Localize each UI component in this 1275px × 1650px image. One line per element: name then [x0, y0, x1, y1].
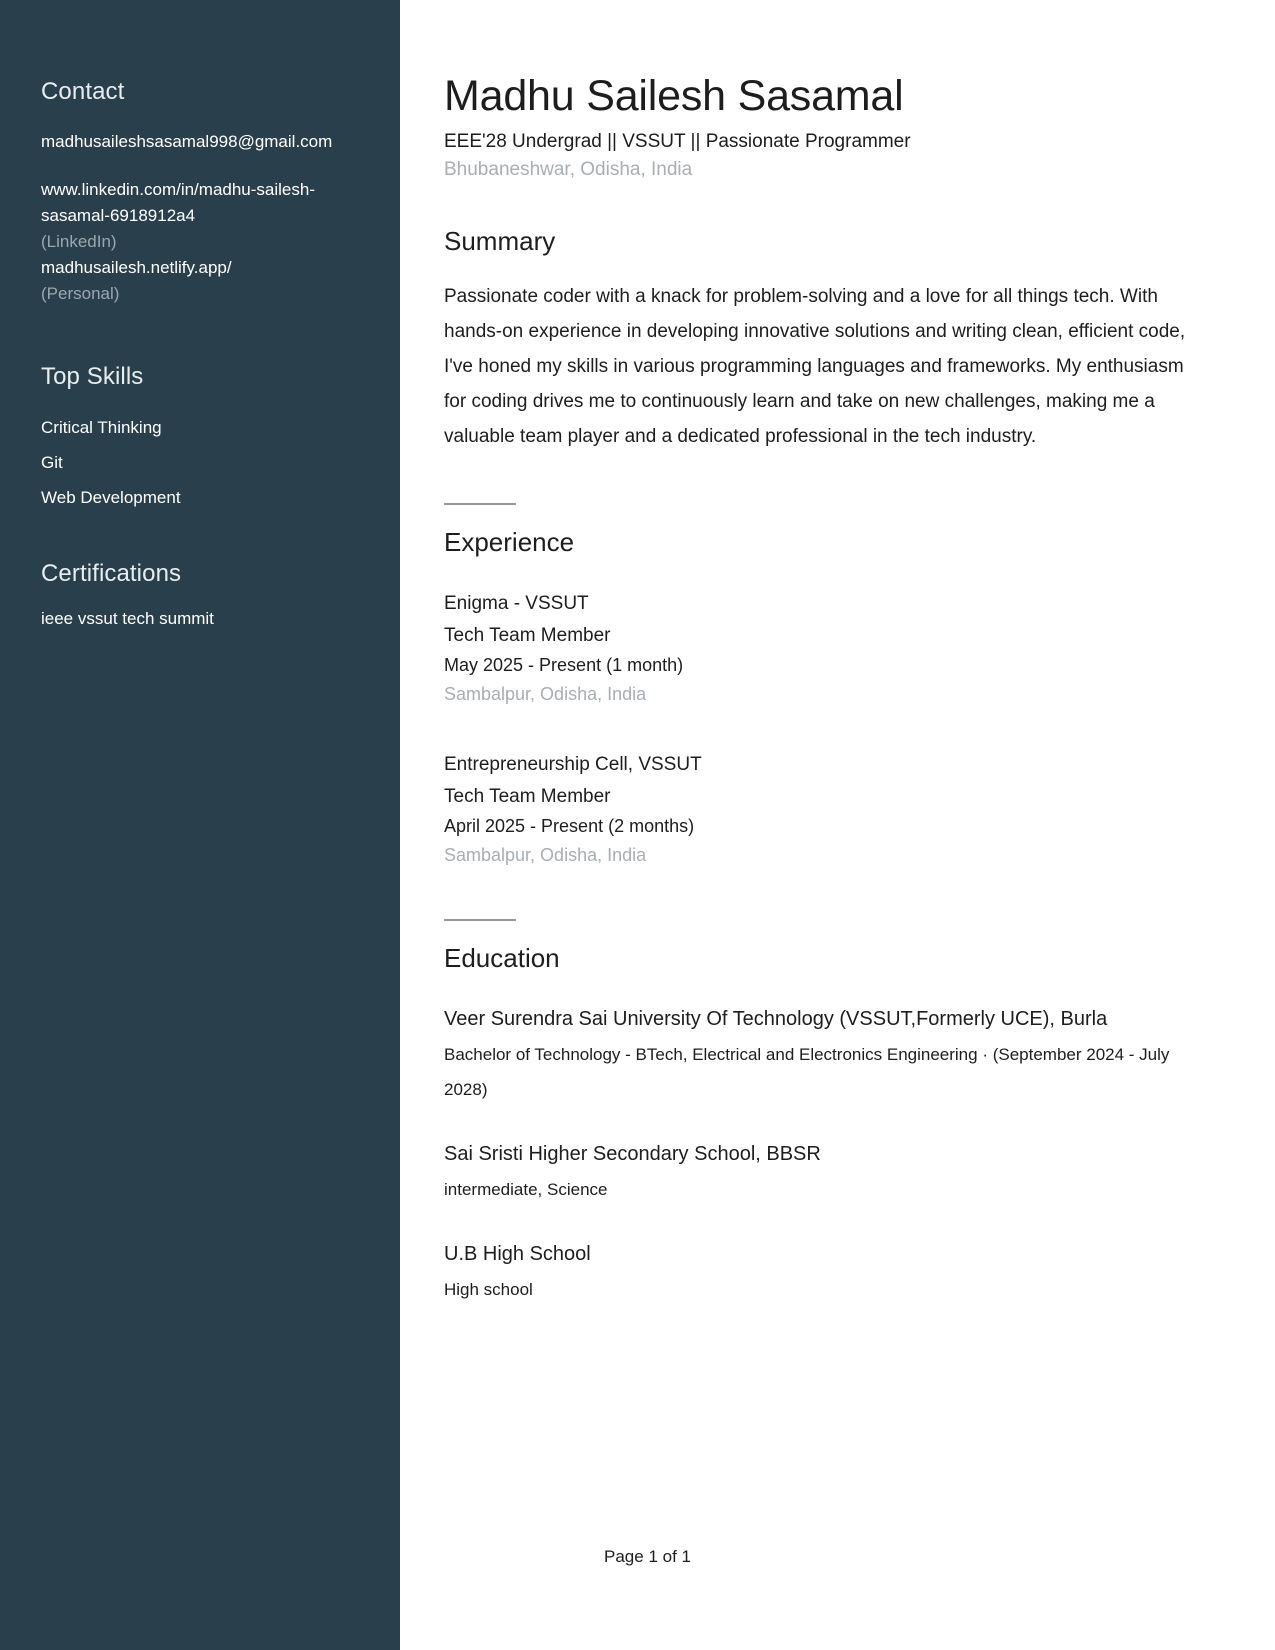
- contact-section: [41, 78, 355, 307]
- contact-personal-url[interactable]: madhusailesh.netlify.app/: [41, 257, 232, 277]
- education-entry: [444, 1002, 1190, 1107]
- experience-section: [444, 503, 1190, 870]
- summary-heading: Summary: [444, 225, 556, 256]
- contact-linkedin-url[interactable]: www.linkedin.com/in/madhu-sailesh-sasamal-6918912a4: [41, 179, 316, 225]
- experience-dates: May 2025 - Present (1 month): [444, 654, 684, 675]
- education-school: Veer Surendra Sai University Of Technology (VSSUT,Formerly UCE), Burla: [444, 1008, 1108, 1031]
- education-school: Sai Sristi Higher Secondary School, BBSR: [444, 1143, 821, 1166]
- skill-item: Critical Thinking: [41, 417, 162, 437]
- page-title: Madhu Sailesh Sasamal: [444, 72, 904, 120]
- experience-organization: Entrepreneurship Cell, VSSUT: [444, 753, 702, 775]
- experience-location: Sambalpur, Odisha, India: [444, 683, 647, 704]
- skill-item: Web Development: [41, 487, 181, 507]
- contact-email-block: [41, 129, 355, 155]
- contact-email[interactable]: madhusaileshsasamal998@gmail.com: [41, 131, 333, 151]
- sidebar: [0, 0, 400, 1650]
- certification-item: ieee vssut tech summit: [41, 609, 214, 629]
- contact-personal-label: (Personal): [41, 283, 120, 303]
- education-section: [444, 919, 1190, 1307]
- experience-dates: April 2025 - Present (2 months): [444, 815, 695, 836]
- experience-role: Tech Team Member: [444, 624, 611, 646]
- education-degree: High school: [444, 1280, 533, 1300]
- experience-heading: Experience: [444, 526, 575, 557]
- page-footer: [0, 1547, 1275, 1567]
- experience-location: Sambalpur, Odisha, India: [444, 844, 647, 865]
- education-entry: [444, 1237, 1190, 1307]
- section-divider: [444, 503, 516, 505]
- summary-text: Passionate coder with a knack for problem-solving and a love for all things tech. With hands-on experience in developing innovative solutions and writing clean, efficient code, I've honed my skills in various programming languages and frameworks. My enthusiasm for coding drives me to continuously learn and take on new challenges, making me a valuable team player and a dedicated professional in the tech industry.: [444, 285, 1186, 447]
- contact-links-block: [41, 177, 355, 307]
- education-entry: [444, 1137, 1190, 1207]
- contact-linkedin-label: (LinkedIn): [41, 231, 117, 251]
- education-degree: intermediate, Science: [444, 1180, 608, 1200]
- top-skills-section: [41, 363, 355, 515]
- education-degree: Bachelor of Technology - BTech, Electrical and Electronics Engineering · (September 2024 - July 2028): [444, 1045, 1170, 1100]
- top-skills-heading: Top Skills: [41, 362, 144, 390]
- contact-heading: Contact: [41, 78, 125, 105]
- skill-item: Git: [41, 452, 63, 472]
- main-content: [400, 0, 1275, 1650]
- section-divider: [444, 919, 516, 921]
- certifications-section: [41, 560, 355, 633]
- page-number: Page 1 of 1: [604, 1547, 691, 1566]
- experience-organization: Enigma - VSSUT: [444, 592, 589, 614]
- certifications-heading: Certifications: [41, 559, 182, 587]
- summary-section: [444, 226, 1190, 454]
- experience-role: Tech Team Member: [444, 785, 611, 807]
- experience-entry: [444, 588, 1190, 709]
- location: Bhubaneshwar, Odisha, India: [444, 158, 693, 180]
- education-heading: Education: [444, 942, 560, 973]
- headline: EEE'28 Undergrad || VSSUT || Passionate Programmer: [444, 131, 911, 153]
- experience-entry: [444, 749, 1190, 870]
- education-school: U.B High School: [444, 1243, 591, 1266]
